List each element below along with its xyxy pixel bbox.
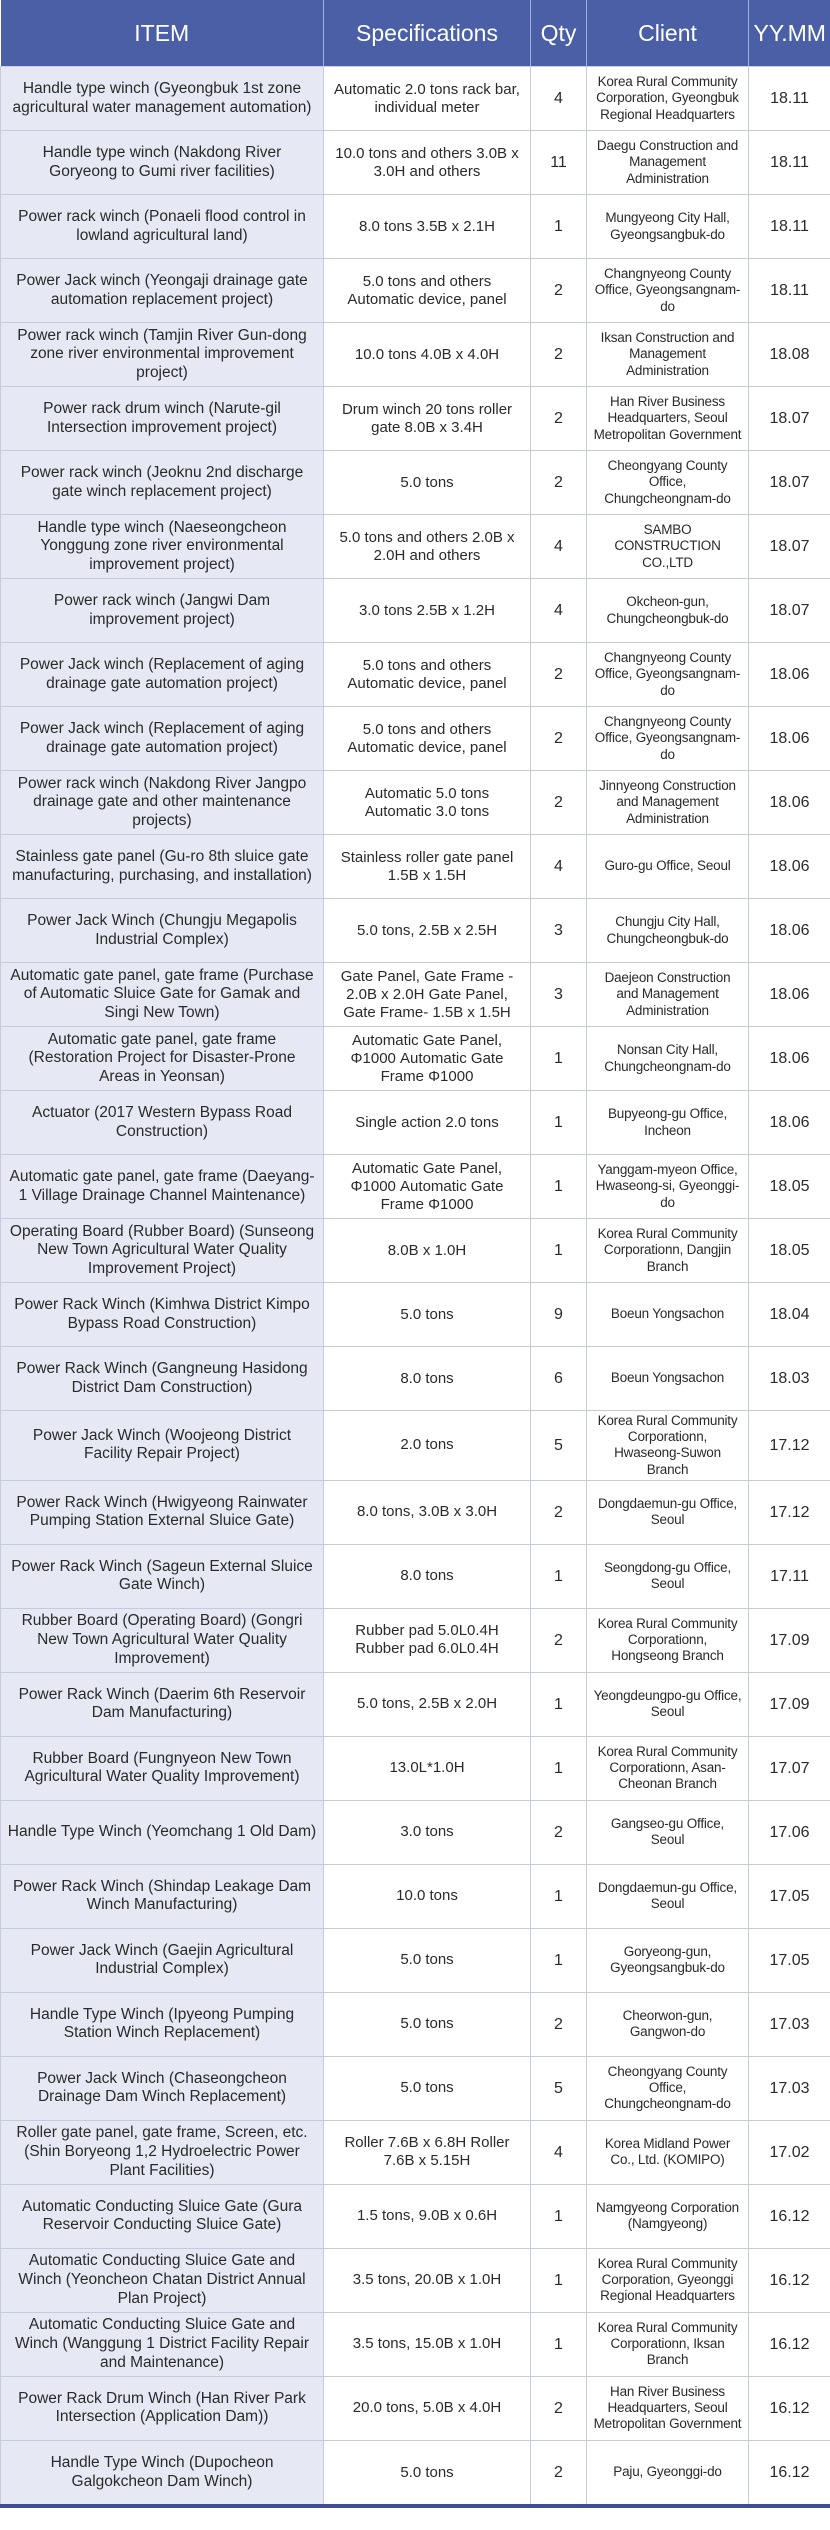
cell-date: 18.05: [749, 1155, 830, 1219]
cell-client: SAMBO CONSTRUCTION CO.,LTD: [587, 515, 749, 579]
cell-spec: 1.5 tons, 9.0B x 0.6H: [324, 2184, 531, 2248]
cell-qty: 2: [531, 323, 587, 387]
cell-spec: Rubber pad 5.0L0.4H Rubber pad 6.0L0.4H: [324, 1608, 531, 1672]
cell-qty: 2: [531, 1608, 587, 1672]
cell-item: Automatic gate panel, gate frame (Restoration Project for Disaster-Prone Areas in Yeonsan): [1, 1027, 324, 1091]
cell-qty: 2: [531, 2376, 587, 2440]
cell-client: Paju, Gyeonggi-do: [587, 2440, 749, 2506]
table-row: [1, 2056, 830, 2120]
cell-item: Power Jack Winch (Chaseongcheon Drainage Dam Winch Replacement): [1, 2056, 324, 2120]
cell-client: Korea Rural Community Corporationn, Asan-Cheonan Branch: [587, 1736, 749, 1800]
table-row: [1, 1155, 830, 1219]
cell-spec: Automatic 5.0 tons Automatic 3.0 tons: [324, 771, 531, 835]
table-row: [1, 771, 830, 835]
table-row: [1, 451, 830, 515]
header-client: Client: [587, 0, 749, 67]
cell-qty: 2: [531, 1480, 587, 1544]
cell-client: Yeongdeungpo-gu Office, Seoul: [587, 1672, 749, 1736]
cell-qty: 4: [531, 67, 587, 131]
cell-client: Han River Business Headquarters, Seoul Metropolitan Government: [587, 387, 749, 451]
cell-date: 16.12: [749, 2184, 830, 2248]
cell-item: Handle type winch (Gyeongbuk 1st zone agricultural water management automation): [1, 67, 324, 131]
cell-date: 18.06: [749, 1091, 830, 1155]
cell-client: Guro-gu Office, Seoul: [587, 835, 749, 899]
table-row: [1, 67, 830, 131]
cell-client: Korea Rural Community Corporation, Gyeonggi Regional Headquarters: [587, 2248, 749, 2312]
cell-date: 18.11: [749, 131, 830, 195]
cell-client: Iksan Construction and Management Administration: [587, 323, 749, 387]
cell-qty: 2: [531, 1800, 587, 1864]
cell-spec: 8.0B x 1.0H: [324, 1219, 531, 1283]
cell-client: Gangseo-gu Office, Seoul: [587, 1800, 749, 1864]
cell-qty: 4: [531, 2120, 587, 2184]
cell-spec: 2.0 tons: [324, 1411, 531, 1481]
cell-qty: 5: [531, 2056, 587, 2120]
cell-qty: 1: [531, 195, 587, 259]
cell-qty: 2: [531, 707, 587, 771]
table-row: [1, 1608, 830, 1672]
cell-item: Power Jack winch (Replacement of aging drainage gate automation project): [1, 707, 324, 771]
cell-date: 17.03: [749, 1992, 830, 2056]
cell-spec: 5.0 tons, 2.5B x 2.5H: [324, 899, 531, 963]
cell-item: Power Jack winch (Yeongaji drainage gate automation replacement project): [1, 259, 324, 323]
table-row: [1, 1928, 830, 1992]
table-row: [1, 1480, 830, 1544]
cell-item: Power Rack Winch (Kimhwa District Kimpo Bypass Road Construction): [1, 1283, 324, 1347]
cell-spec: 5.0 tons and others Automatic device, panel: [324, 259, 531, 323]
cell-date: 18.06: [749, 963, 830, 1027]
cell-spec: 5.0 tons: [324, 451, 531, 515]
cell-qty: 5: [531, 1411, 587, 1481]
cell-client: Goryeong-gun, Gyeongsangbuk-do: [587, 1928, 749, 1992]
cell-spec: Roller 7.6B x 6.8H Roller 7.6B x 5.15H: [324, 2120, 531, 2184]
cell-client: Nonsan City Hall, Chungcheongnam-do: [587, 1027, 749, 1091]
cell-client: Daegu Construction and Management Administration: [587, 131, 749, 195]
cell-client: Okcheon-gun, Chungcheongbuk-do: [587, 579, 749, 643]
table-row: [1, 2440, 830, 2506]
cell-spec: 3.0 tons: [324, 1800, 531, 1864]
table-row: [1, 1219, 830, 1283]
cell-client: Boeun Yongsachon: [587, 1347, 749, 1411]
header-date: YY.MM: [749, 0, 830, 67]
cell-qty: 1: [531, 1864, 587, 1928]
cell-qty: 1: [531, 1155, 587, 1219]
cell-item: Rubber Board (Operating Board) (Gongri New Town Agricultural Water Quality Improvement): [1, 1608, 324, 1672]
cell-qty: 3: [531, 963, 587, 1027]
table-row: [1, 835, 830, 899]
table-row: [1, 707, 830, 771]
table-row: [1, 1347, 830, 1411]
table-row: [1, 1992, 830, 2056]
cell-spec: 5.0 tons: [324, 2440, 531, 2506]
cell-item: Power Jack Winch (Chungju Megapolis Industrial Complex): [1, 899, 324, 963]
cell-spec: Automatic Gate Panel, Φ1000 Automatic Gate Frame Φ1000: [324, 1027, 531, 1091]
cell-item: Power rack winch (Tamjin River Gun-dong zone river environmental improvement project): [1, 323, 324, 387]
cell-item: Power Rack Winch (Shindap Leakage Dam Winch Manufacturing): [1, 1864, 324, 1928]
table-header: [1, 0, 830, 67]
cell-date: 18.06: [749, 707, 830, 771]
cell-item: Rubber Board (Fungnyeon New Town Agricultural Water Quality Improvement): [1, 1736, 324, 1800]
cell-date: 17.07: [749, 1736, 830, 1800]
cell-item: Power rack winch (Jeoknu 2nd discharge gate winch replacement project): [1, 451, 324, 515]
cell-date: 18.03: [749, 1347, 830, 1411]
cell-qty: 4: [531, 579, 587, 643]
cell-client: Mungyeong City Hall, Gyeongsangbuk-do: [587, 195, 749, 259]
cell-spec: 8.0 tons, 3.0B x 3.0H: [324, 1480, 531, 1544]
cell-date: 18.11: [749, 259, 830, 323]
cell-spec: 5.0 tons, 2.5B x 2.0H: [324, 1672, 531, 1736]
cell-spec: 8.0 tons: [324, 1544, 531, 1608]
cell-spec: Stainless roller gate panel 1.5B x 1.5H: [324, 835, 531, 899]
cell-client: Namgyeong Corporation (Namgyeong): [587, 2184, 749, 2248]
cell-date: 17.12: [749, 1411, 830, 1481]
cell-spec: 10.0 tons 4.0B x 4.0H: [324, 323, 531, 387]
cell-spec: Single action 2.0 tons: [324, 1091, 531, 1155]
table-row: [1, 2376, 830, 2440]
cell-client: Dongdaemun-gu Office, Seoul: [587, 1480, 749, 1544]
table-row: [1, 195, 830, 259]
cell-date: 16.12: [749, 2312, 830, 2376]
cell-date: 18.06: [749, 643, 830, 707]
cell-qty: 4: [531, 835, 587, 899]
cell-item: Power Rack Winch (Gangneung Hasidong District Dam Construction): [1, 1347, 324, 1411]
cell-qty: 2: [531, 643, 587, 707]
table-row: [1, 1027, 830, 1091]
table-row: [1, 1672, 830, 1736]
cell-qty: 2: [531, 259, 587, 323]
cell-date: 17.09: [749, 1672, 830, 1736]
cell-client: Korea Rural Community Corporationn, Hongseong Branch: [587, 1608, 749, 1672]
table-row: [1, 323, 830, 387]
cell-date: 18.08: [749, 323, 830, 387]
cell-qty: 1: [531, 2184, 587, 2248]
cell-date: 16.12: [749, 2376, 830, 2440]
cell-date: 18.05: [749, 1219, 830, 1283]
cell-spec: 3.0 tons 2.5B x 1.2H: [324, 579, 531, 643]
cell-spec: 5.0 tons: [324, 1992, 531, 2056]
cell-date: 17.06: [749, 1800, 830, 1864]
cell-spec: 8.0 tons: [324, 1347, 531, 1411]
cell-item: Power Rack Winch (Daerim 6th Reservoir Dam Manufacturing): [1, 1672, 324, 1736]
cell-item: Power rack winch (Ponaeli flood control in lowland agricultural land): [1, 195, 324, 259]
cell-date: 18.04: [749, 1283, 830, 1347]
cell-item: Power rack winch (Nakdong River Jangpo drainage gate and other maintenance projects): [1, 771, 324, 835]
table-row: [1, 2312, 830, 2376]
cell-date: 18.11: [749, 67, 830, 131]
cell-date: 16.12: [749, 2440, 830, 2506]
cell-item: Actuator (2017 Western Bypass Road Construction): [1, 1091, 324, 1155]
table-row: [1, 1544, 830, 1608]
cell-spec: Automatic Gate Panel, Φ1000 Automatic Gate Frame Φ1000: [324, 1155, 531, 1219]
cell-item: Handle Type Winch (Yeomchang 1 Old Dam): [1, 1800, 324, 1864]
cell-date: 16.12: [749, 2248, 830, 2312]
cell-client: Changnyeong County Office, Gyeongsangnam-do: [587, 707, 749, 771]
cell-client: Korea Rural Community Corporationn, Iksan Branch: [587, 2312, 749, 2376]
cell-client: Seongdong-gu Office, Seoul: [587, 1544, 749, 1608]
table-row: [1, 1091, 830, 1155]
cell-item: Power Rack Winch (Hwigyeong Rainwater Pumping Station External Sluice Gate): [1, 1480, 324, 1544]
cell-qty: 1: [531, 1928, 587, 1992]
cell-spec: 5.0 tons and others Automatic device, panel: [324, 707, 531, 771]
cell-qty: 4: [531, 515, 587, 579]
cell-item: Automatic gate panel, gate frame (Daeyang-1 Village Drainage Channel Maintenance): [1, 1155, 324, 1219]
table-row: [1, 1800, 830, 1864]
table-row: [1, 2248, 830, 2312]
cell-item: Roller gate panel, gate frame, Screen, etc. (Shin Boryeong 1,2 Hydroelectric Power Plant Facilities): [1, 2120, 324, 2184]
cell-qty: 1: [531, 1736, 587, 1800]
cell-date: 17.12: [749, 1480, 830, 1544]
cell-client: Jinnyeong Construction and Management Administration: [587, 771, 749, 835]
table-body: [1, 67, 830, 2507]
cell-qty: 1: [531, 2312, 587, 2376]
cell-qty: 2: [531, 2440, 587, 2506]
cell-date: 18.06: [749, 899, 830, 963]
header-item: ITEM: [1, 0, 324, 67]
cell-qty: 6: [531, 1347, 587, 1411]
cell-client: Korea Rural Community Corporation, Gyeongbuk Regional Headquarters: [587, 67, 749, 131]
table-row: [1, 899, 830, 963]
table-row: [1, 963, 830, 1027]
table-row: [1, 131, 830, 195]
cell-date: 18.07: [749, 579, 830, 643]
cell-qty: 2: [531, 1992, 587, 2056]
cell-item: Automatic Conducting Sluice Gate and Winch (Yeoncheon Chatan District Annual Plan Project): [1, 2248, 324, 2312]
cell-qty: 1: [531, 1027, 587, 1091]
cell-client: Chungju City Hall, Chungcheongbuk-do: [587, 899, 749, 963]
cell-client: Boeun Yongsachon: [587, 1283, 749, 1347]
table-row: [1, 643, 830, 707]
cell-client: Han River Business Headquarters, Seoul Metropolitan Government: [587, 2376, 749, 2440]
cell-client: Changnyeong County Office, Gyeongsangnam-do: [587, 643, 749, 707]
header-qty: Qty: [531, 0, 587, 67]
table-row: [1, 259, 830, 323]
table-row: [1, 2184, 830, 2248]
cell-qty: 11: [531, 131, 587, 195]
cell-client: Cheongyang County Office, Chungcheongnam-do: [587, 451, 749, 515]
cell-client: Bupyeong-gu Office, Incheon: [587, 1091, 749, 1155]
table-row: [1, 1411, 830, 1481]
cell-date: 18.06: [749, 1027, 830, 1091]
cell-qty: 1: [531, 1672, 587, 1736]
cell-client: Dongdaemun-gu Office, Seoul: [587, 1864, 749, 1928]
cell-item: Power Jack Winch (Woojeong District Facility Repair Project): [1, 1411, 324, 1481]
cell-spec: 20.0 tons, 5.0B x 4.0H: [324, 2376, 531, 2440]
cell-qty: 9: [531, 1283, 587, 1347]
cell-item: Automatic gate panel, gate frame (Purchase of Automatic Sluice Gate for Gamak and Singi New Town): [1, 963, 324, 1027]
cell-item: Power rack winch (Jangwi Dam improvement project): [1, 579, 324, 643]
cell-item: Stainless gate panel (Gu-ro 8th sluice gate manufacturing, purchasing, and installation): [1, 835, 324, 899]
table-row: [1, 387, 830, 451]
cell-spec: 5.0 tons and others 2.0B x 2.0H and others: [324, 515, 531, 579]
cell-date: 17.02: [749, 2120, 830, 2184]
table-row: [1, 1736, 830, 1800]
cell-spec: Drum winch 20 tons roller gate 8.0B x 3.4H: [324, 387, 531, 451]
cell-date: 18.07: [749, 451, 830, 515]
cell-spec: 3.5 tons, 20.0B x 1.0H: [324, 2248, 531, 2312]
cell-date: 17.03: [749, 2056, 830, 2120]
cell-date: 18.07: [749, 387, 830, 451]
cell-client: Cheorwon-gun, Gangwon-do: [587, 1992, 749, 2056]
header-row: [1, 0, 830, 67]
cell-item: Power rack drum winch (Narute-gil Intersection improvement project): [1, 387, 324, 451]
cell-spec: 5.0 tons: [324, 1283, 531, 1347]
cell-item: Power Jack winch (Replacement of aging drainage gate automation project): [1, 643, 324, 707]
cell-spec: Automatic 2.0 tons rack bar, individual meter: [324, 67, 531, 131]
cell-date: 18.07: [749, 515, 830, 579]
cell-client: Yanggam-myeon Office, Hwaseong-si, Gyeonggi-do: [587, 1155, 749, 1219]
cell-client: Daejeon Construction and Management Administration: [587, 963, 749, 1027]
cell-qty: 1: [531, 1544, 587, 1608]
cell-client: Changnyeong County Office, Gyeongsangnam-do: [587, 259, 749, 323]
cell-spec: Gate Panel, Gate Frame - 2.0B x 2.0H Gate Panel, Gate Frame- 1.5B x 1.5H: [324, 963, 531, 1027]
cell-client: Korea Rural Community Corporationn, Hwaseong-Suwon Branch: [587, 1411, 749, 1481]
cell-item: Automatic Conducting Sluice Gate and Winch (Wanggung 1 District Facility Repair and Maintenance): [1, 2312, 324, 2376]
table-row: [1, 579, 830, 643]
cell-spec: 10.0 tons and others 3.0B x 3.0H and others: [324, 131, 531, 195]
cell-qty: 2: [531, 451, 587, 515]
cell-qty: 1: [531, 1219, 587, 1283]
header-specifications: Specifications: [324, 0, 531, 67]
cell-spec: 5.0 tons and others Automatic device, panel: [324, 643, 531, 707]
cell-client: Cheongyang County Office, Chungcheongnam-do: [587, 2056, 749, 2120]
cell-item: Operating Board (Rubber Board) (Sunseong New Town Agricultural Water Quality Improvement Project): [1, 1219, 324, 1283]
cell-item: Handle type winch (Nakdong River Goryeong to Gumi river facilities): [1, 131, 324, 195]
cell-date: 18.11: [749, 195, 830, 259]
cell-client: Korea Midland Power Co., Ltd. (KOMIPO): [587, 2120, 749, 2184]
cell-qty: 1: [531, 2248, 587, 2312]
table-row: [1, 515, 830, 579]
table-row: [1, 2120, 830, 2184]
cell-item: Power Rack Winch (Sageun External Sluice Gate Winch): [1, 1544, 324, 1608]
cell-date: 17.11: [749, 1544, 830, 1608]
cell-item: Power Jack Winch (Gaejin Agricultural Industrial Complex): [1, 1928, 324, 1992]
cell-qty: 2: [531, 387, 587, 451]
cell-date: 17.05: [749, 1864, 830, 1928]
cell-spec: 5.0 tons: [324, 1928, 531, 1992]
cell-qty: 2: [531, 771, 587, 835]
cell-client: Korea Rural Community Corporationn, Dangjin Branch: [587, 1219, 749, 1283]
table-row: [1, 1283, 830, 1347]
cell-spec: 5.0 tons: [324, 2056, 531, 2120]
cell-date: 18.06: [749, 835, 830, 899]
cell-item: Handle Type Winch (Dupocheon Galgokcheon Dam Winch): [1, 2440, 324, 2506]
cell-date: 17.09: [749, 1608, 830, 1672]
cell-qty: 3: [531, 899, 587, 963]
cell-date: 18.06: [749, 771, 830, 835]
cell-item: Handle type winch (Naeseongcheon Yonggung zone river environmental improvement project): [1, 515, 324, 579]
cell-spec: 10.0 tons: [324, 1864, 531, 1928]
cell-spec: 13.0L*1.0H: [324, 1736, 531, 1800]
cell-spec: 3.5 tons, 15.0B x 1.0H: [324, 2312, 531, 2376]
cell-item: Handle Type Winch (Ipyeong Pumping Station Winch Replacement): [1, 1992, 324, 2056]
cell-date: 17.05: [749, 1928, 830, 1992]
cell-spec: 8.0 tons 3.5B x 2.1H: [324, 195, 531, 259]
cell-qty: 1: [531, 1091, 587, 1155]
table-row: [1, 1864, 830, 1928]
cell-item: Power Rack Drum Winch (Han River Park Intersection (Application Dam)): [1, 2376, 324, 2440]
cell-item: Automatic Conducting Sluice Gate (Gura Reservoir Conducting Sluice Gate): [1, 2184, 324, 2248]
